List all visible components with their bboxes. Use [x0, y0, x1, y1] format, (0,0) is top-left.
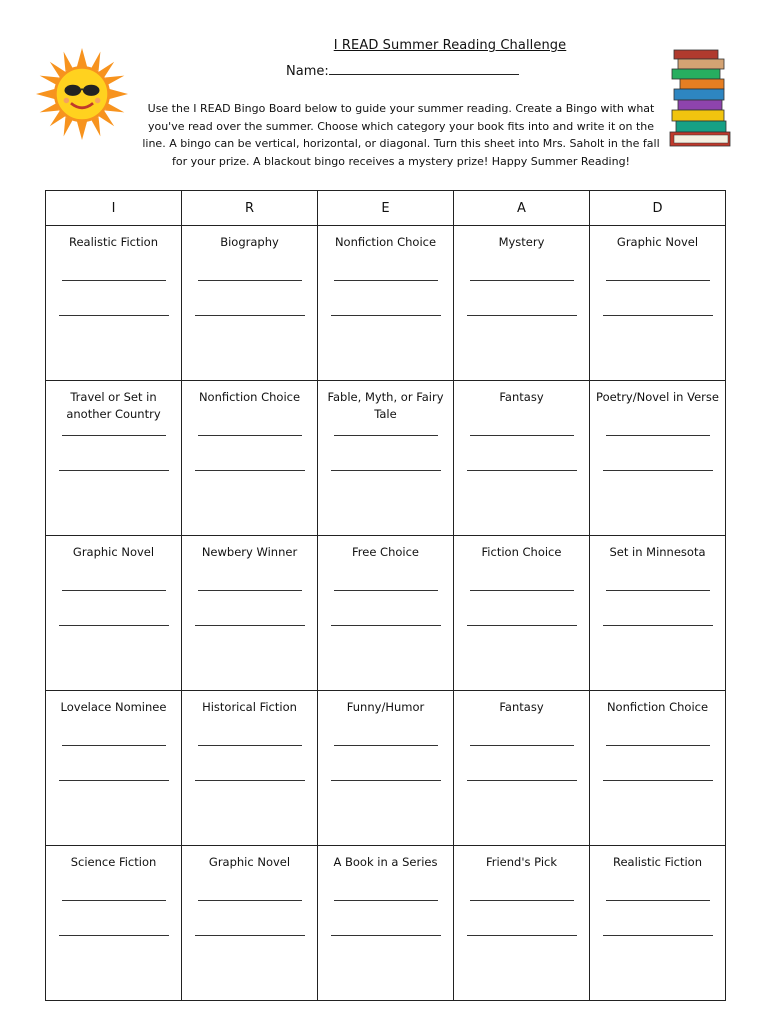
bingo-row [46, 691, 726, 846]
book-title-line[interactable] [467, 935, 577, 936]
bingo-category: Fable, Myth, or Fairy Tale [327, 390, 444, 421]
bingo-category: Poetry/Novel in Verse [596, 390, 719, 404]
bingo-category: Realistic Fiction [69, 235, 158, 249]
bingo-cell [454, 691, 590, 846]
book-title-line[interactable] [603, 470, 713, 471]
bingo-cell [454, 381, 590, 536]
book-title-line[interactable] [606, 280, 710, 281]
bingo-cell [46, 381, 182, 536]
bingo-cell [182, 226, 318, 381]
book-title-line[interactable] [470, 745, 574, 746]
book-title-line[interactable] [603, 625, 713, 626]
book-title-line[interactable] [470, 590, 574, 591]
book-title-line[interactable] [59, 625, 169, 626]
bingo-category: Lovelace Nominee [60, 700, 167, 714]
sun-with-sunglasses-icon [36, 48, 128, 140]
bingo-category: Graphic Novel [208, 855, 291, 869]
book-title-line[interactable] [467, 780, 577, 781]
bingo-cell [590, 536, 726, 691]
bingo-cell [318, 846, 454, 1001]
bingo-cell [590, 846, 726, 1001]
header-i: I [46, 191, 182, 226]
book-title-line[interactable] [467, 625, 577, 626]
bingo-category: Fantasy [499, 390, 544, 404]
page-title: I READ Summer Reading Challenge [333, 38, 567, 53]
book-title-line[interactable] [62, 745, 166, 746]
book-title-line[interactable] [195, 625, 305, 626]
bingo-cell [454, 226, 590, 381]
book-title-line[interactable] [467, 315, 577, 316]
book-title-line[interactable] [606, 435, 710, 436]
book-title-line[interactable] [195, 935, 305, 936]
book-title-line[interactable] [470, 900, 574, 901]
bingo-category: Funny/Humor [346, 700, 425, 714]
bingo-category: Travel or Set in another Country [66, 390, 161, 421]
book-title-line[interactable] [331, 315, 441, 316]
bingo-category: Nonfiction Choice [606, 700, 709, 714]
book-title-line[interactable] [331, 470, 441, 471]
bingo-category: Nonfiction Choice [334, 235, 437, 249]
bingo-category: Graphic Novel [72, 545, 155, 559]
header-d: D [590, 191, 726, 226]
header-a: A [454, 191, 590, 226]
bingo-cell [454, 846, 590, 1001]
book-title-line[interactable] [603, 780, 713, 781]
bingo-category: Science Fiction [70, 855, 157, 869]
book-title-line[interactable] [195, 470, 305, 471]
bingo-cell [46, 691, 182, 846]
book-title-line[interactable] [59, 470, 169, 471]
book-title-line[interactable] [470, 435, 574, 436]
name-label: Name: [286, 64, 329, 79]
bingo-cell [182, 381, 318, 536]
bingo-category: Friend's Pick [485, 855, 558, 869]
book-title-line[interactable] [62, 435, 166, 436]
bingo-category: Graphic Novel [616, 235, 699, 249]
book-title-line[interactable] [62, 590, 166, 591]
book-title-line[interactable] [59, 315, 169, 316]
book-title-line[interactable] [59, 935, 169, 936]
book-title-line[interactable] [334, 590, 438, 591]
book-title-line[interactable] [334, 280, 438, 281]
bingo-category: A Book in a Series [333, 855, 438, 869]
bingo-cell [318, 691, 454, 846]
book-title-line[interactable] [198, 745, 302, 746]
book-title-line[interactable] [59, 780, 169, 781]
name-field[interactable] [286, 62, 519, 79]
book-title-line[interactable] [198, 900, 302, 901]
bingo-cell [46, 846, 182, 1001]
bingo-cell [318, 226, 454, 381]
bingo-cell [590, 691, 726, 846]
bingo-cell [182, 691, 318, 846]
book-title-line[interactable] [198, 590, 302, 591]
header-e: E [318, 191, 454, 226]
bingo-header-row [46, 191, 726, 226]
book-title-line[interactable] [198, 435, 302, 436]
book-title-line[interactable] [334, 900, 438, 901]
book-title-line[interactable] [62, 280, 166, 281]
bingo-row [46, 226, 726, 381]
bingo-cell [46, 226, 182, 381]
bingo-category: Fiction Choice [481, 545, 562, 559]
book-title-line[interactable] [470, 280, 574, 281]
book-title-line[interactable] [62, 900, 166, 901]
book-title-line[interactable] [606, 745, 710, 746]
book-title-line[interactable] [195, 780, 305, 781]
bingo-cell [182, 846, 318, 1001]
book-title-line[interactable] [606, 590, 710, 591]
bingo-row [46, 381, 726, 536]
book-title-line[interactable] [334, 435, 438, 436]
bingo-category: Free Choice [351, 545, 419, 559]
bingo-row [46, 536, 726, 691]
book-title-line[interactable] [331, 625, 441, 626]
bingo-cell [590, 226, 726, 381]
bingo-cell [454, 536, 590, 691]
bingo-category: Fantasy [499, 700, 544, 714]
bingo-cell [318, 536, 454, 691]
book-title-line[interactable] [195, 315, 305, 316]
bingo-category: Nonfiction Choice [198, 390, 301, 404]
book-title-line[interactable] [334, 745, 438, 746]
header-r: R [182, 191, 318, 226]
book-title-line[interactable] [467, 470, 577, 471]
bingo-cell [590, 381, 726, 536]
bingo-cell [318, 381, 454, 536]
book-title-line[interactable] [331, 780, 441, 781]
bingo-board [45, 190, 726, 1001]
bingo-body [46, 226, 726, 1001]
book-title-line[interactable] [606, 900, 710, 901]
name-blank[interactable] [329, 62, 519, 75]
bingo-category: Set in Minnesota [609, 545, 706, 559]
book-title-line[interactable] [603, 935, 713, 936]
book-title-line[interactable] [198, 280, 302, 281]
bingo-cell [46, 536, 182, 691]
book-title-line[interactable] [331, 935, 441, 936]
book-title-line[interactable] [603, 315, 713, 316]
stack-of-books-icon [668, 48, 734, 152]
bingo-category: Historical Fiction [202, 700, 297, 714]
bingo-category: Realistic Fiction [613, 855, 702, 869]
instructions-text: Use the I READ Bingo Board below to guide your summer reading. Create a Bingo with what you've read over the summer. Choose which category your book fits into and write it on the line. A bingo can be vertical, horizontal, or diagonal. Turn this sheet into Mrs. Saholt in the fall for your prize. A blackout bingo receives a mystery prize! Happy Summer Reading! [142, 102, 660, 168]
bingo-category: Newbery Winner [201, 545, 298, 559]
bingo-row [46, 846, 726, 1001]
bingo-category: Biography [220, 235, 279, 249]
bingo-cell [182, 536, 318, 691]
bingo-category: Mystery [498, 235, 545, 249]
